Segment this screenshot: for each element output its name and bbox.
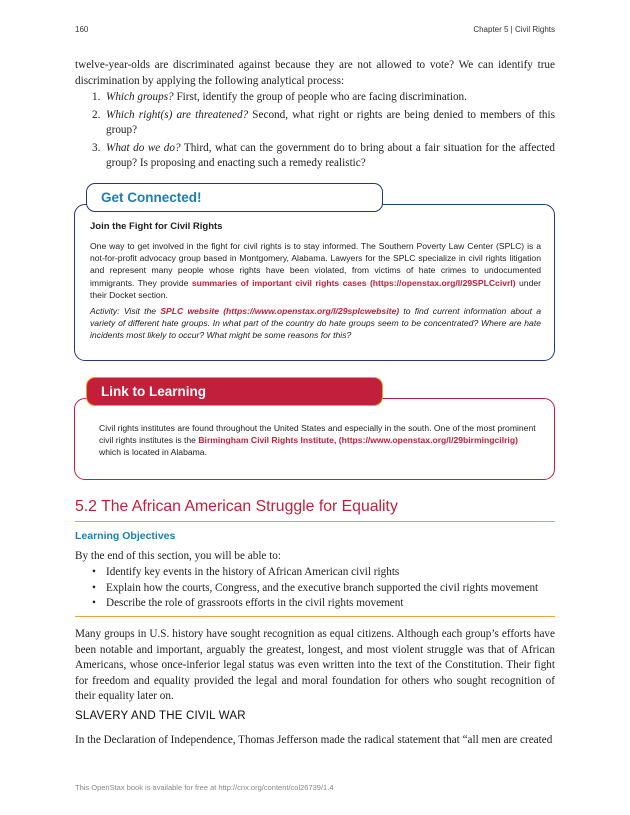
step-lead: Which groups? xyxy=(106,91,174,103)
step-number: 2. xyxy=(92,108,101,121)
subsection-heading: SLAVERY AND THE CIVIL WAR xyxy=(75,710,246,722)
get-connected-paragraph xyxy=(90,240,541,301)
splc-website-link[interactable]: SPLC website (https://www.openstax.org/l/29splcwebsite) xyxy=(160,306,400,316)
splc-cases-link[interactable]: summaries of important civil rights cases (https://openstax.org/l/29SPLCcivrl) xyxy=(191,277,516,288)
get-connected-activity xyxy=(90,305,541,342)
step-lead: Which right(s) are threatened? xyxy=(106,108,249,121)
section-heading-rule xyxy=(75,521,555,522)
list-item xyxy=(92,141,555,172)
step-lead: What do we do? xyxy=(106,141,181,154)
intro-paragraph: twelve-year-olds are discriminated against because they are not allowed to vote? We can identify true discrimination by applying the following analytical process: xyxy=(75,59,555,87)
activity-text-end: to find current information about a variety of different hate groups. In what part of the country do hate groups seem to be concentrated? Where are hate incidents most likely to occur? What might be some reasons for this? xyxy=(90,306,541,341)
section-heading: 5.2 The African American Struggle for Equality xyxy=(75,498,398,515)
learning-objectives-lead: By the end of this section, you will be able to: xyxy=(75,550,282,562)
analysis-steps-list xyxy=(92,90,555,174)
get-connected-text-end: under their Docket section. xyxy=(90,277,541,300)
objective-text: Explain how the courts, Congress, and the executive branch supported the civil rights movement xyxy=(106,581,539,594)
step-text xyxy=(106,141,555,172)
running-head xyxy=(75,25,555,34)
page-number: 160 xyxy=(75,25,89,34)
learning-objectives-list xyxy=(92,565,538,612)
list-item xyxy=(92,90,555,106)
step-body: Third, what can the government do to bring about a fair situation for the affected group? Is proposing and enacting such a remedy realistic? xyxy=(106,141,556,169)
bullet: • xyxy=(92,597,96,609)
list-item xyxy=(92,565,538,581)
get-connected-text: One way to get involved in the fight for civil rights is to stay informed. The Southern Poverty Law Center (SPLC) is a not-for-profit advocacy group based in Montgomery, Alabama. Lawyers for the SPLC specialize in civil rights litigation and represent many people whose rights have been violated, from victims of hate crimes to undocumented immigrants. They provide xyxy=(90,241,541,288)
bullet: • xyxy=(92,581,96,594)
step-text xyxy=(106,108,555,139)
page-footer: This OpenStax book is available for free at http://cnx.org/content/col26739/1.4 xyxy=(75,783,334,792)
link-to-learning-tab: Link to Learning xyxy=(86,377,383,406)
link-to-learning-paragraph xyxy=(99,422,539,459)
get-connected-tab: Get Connected! xyxy=(86,183,383,212)
step-text xyxy=(106,90,555,106)
body-paragraph-2: In the Declaration of Independence, Thomas Jefferson made the radical statement that “all men are created xyxy=(75,734,553,746)
objective-text: Describe the role of grassroots efforts in the civil rights movement xyxy=(106,597,404,609)
get-connected-title: Join the Fight for Civil Rights xyxy=(90,221,223,232)
bullet: • xyxy=(92,566,96,578)
step-number: 1. xyxy=(92,91,101,103)
objective-text: Identify key events in the history of African American civil rights xyxy=(106,566,400,578)
list-item xyxy=(92,581,538,597)
learning-objectives-heading: Learning Objectives xyxy=(75,530,176,542)
objectives-rule xyxy=(75,616,555,617)
chapter-title: Chapter 5 | Civil Rights xyxy=(473,25,555,34)
birmingham-institute-link[interactable]: Birmingham Civil Rights Institute, (https://www.openstax.org/l/29birmingcilrig) xyxy=(198,435,518,446)
list-item xyxy=(92,108,555,139)
step-body: Second, what right or rights are being denied to members of this group? xyxy=(106,108,555,136)
list-item xyxy=(92,596,538,612)
link-to-learning-text-end: which is located in Alabama. xyxy=(99,447,207,458)
step-number: 3. xyxy=(92,141,101,154)
link-to-learning-text: Civil rights institutes are found throughout the United States and especially in the south. One of the most prominent civil rights institutes is the xyxy=(99,423,536,446)
step-body: First, identify the group of people who are facing discrimination. xyxy=(173,91,467,103)
activity-text: Activity: Visit the xyxy=(90,306,161,316)
body-paragraph: Many groups in U.S. history have sought recognition as equal citizens. Although each group’s efforts have been notable and important, arguably the greatest, longest, and most violent struggle was that of African Americans, whose once-inferior legal status was even written into the text of the Constitution. Their fight for freedom and equality provided the legal and moral foundation for others who sought recognition of their equality later on. xyxy=(75,628,555,702)
